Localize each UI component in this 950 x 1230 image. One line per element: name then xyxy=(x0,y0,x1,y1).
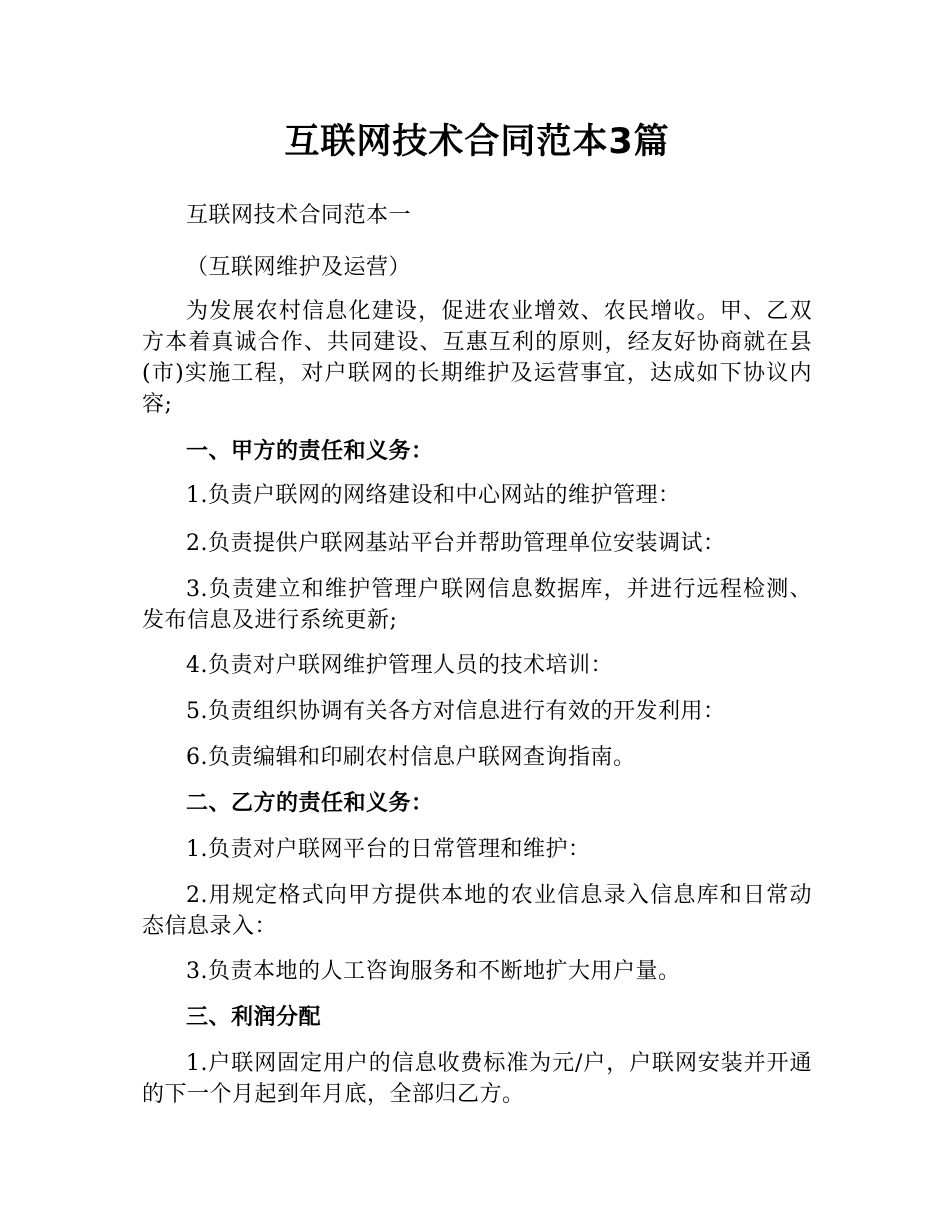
section-heading-profit: 三、利润分配 xyxy=(186,1005,322,1030)
section-heading-party-a: 一、甲方的责任和义务： xyxy=(186,439,434,464)
list-item: 1.负责对户联网平台的日常管理和维护： xyxy=(186,837,591,862)
list-item: 6.负责编辑和印刷农村信息户联网查询指南。 xyxy=(186,745,636,770)
list-item: 2.用规定格式向甲方提供本地的农业信息录入信息库和日常动态信息录入： xyxy=(142,883,812,939)
section-heading-party-b: 二、乙方的责任和义务： xyxy=(186,791,434,816)
subtitle-paragraph: 互联网技术合同范本一 xyxy=(186,203,412,228)
list-item: 1.负责户联网的网络建设和中心网站的维护管理： xyxy=(186,483,681,508)
list-item: 5.负责组织协调有关各方对信息进行有效的开发利用： xyxy=(186,699,726,724)
list-item: 4.负责对户联网维护管理人员的技术培训： xyxy=(186,653,613,678)
intro-paragraph: 为发展农村信息化建设，促进农业增效、农民增收。甲、乙双方本着真诚合作、共同建设、互惠互利的原则，经友好协商就在县(市)实施工程，对户联网的长期维护及运营事宜，达成如下协议内容; xyxy=(142,299,812,417)
list-item: 1.户联网固定用户的信息收费标准为元/户，户联网安装并开通的下一个月起到年月底，全部归乙方。 xyxy=(142,1051,812,1107)
list-item: 2.负责提供户联网基站平台并帮助管理单位安装调试： xyxy=(186,531,726,556)
list-item: 3.负责本地的人工咨询服务和不断地扩大用户量。 xyxy=(186,959,681,984)
subtitle-note: （互联网维护及运营） xyxy=(186,255,412,280)
document-title: 互联网技术合同范本3篇 xyxy=(284,122,670,162)
list-item: 3.负责建立和维护管理户联网信息数据库，并进行远程检测、发布信息及进行系统更新; xyxy=(142,577,812,633)
